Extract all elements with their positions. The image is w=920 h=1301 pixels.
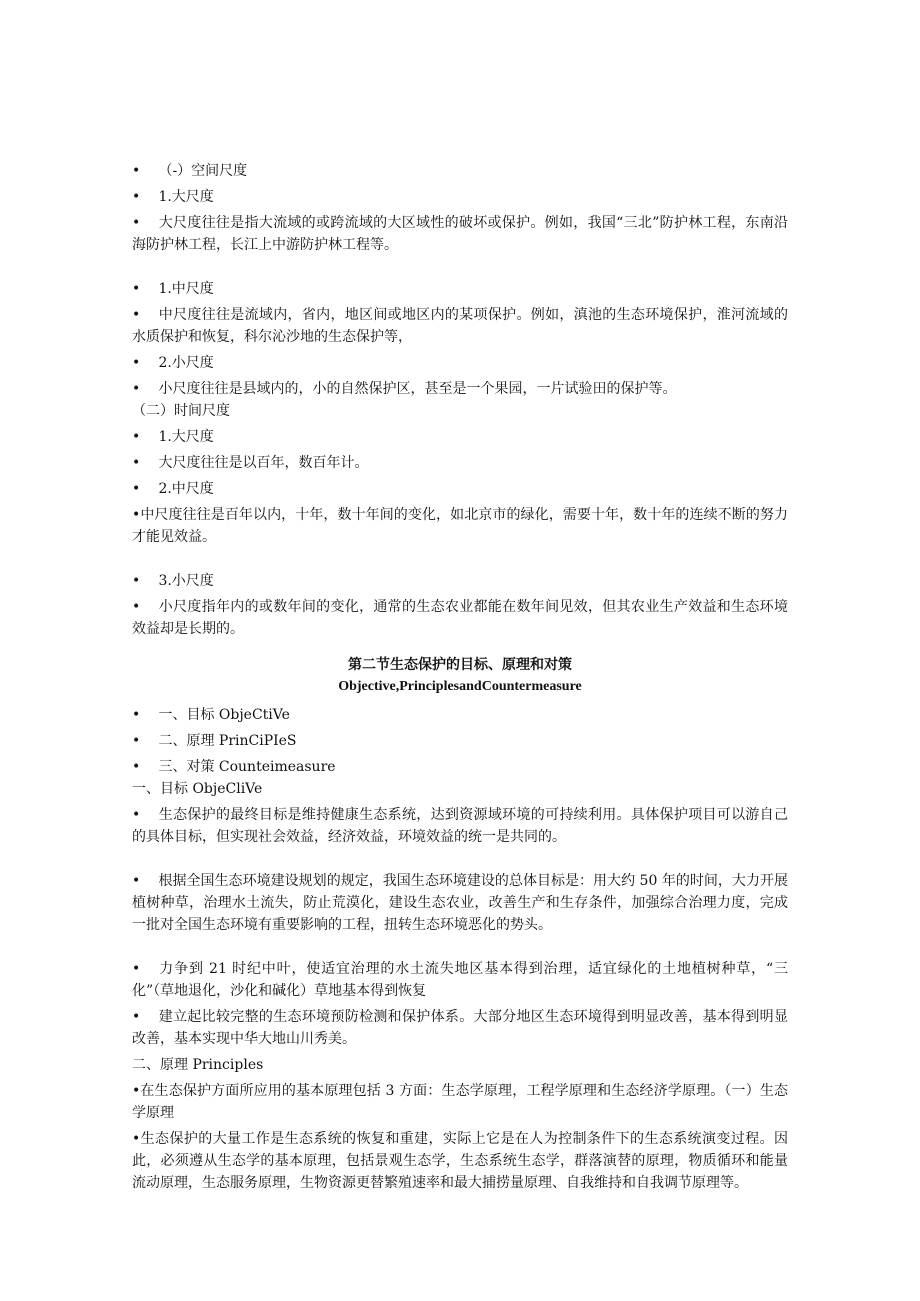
paragraph-time-medium: •中尺度往往是百年以内，十年，数十年间的变化，如北京市的绿化，需要十年，数十年的连续不断的努力才能见效益。 [132,507,788,545]
paragraph-monitoring-system: • 建立起比较完整的生态环境预防检测和保护体系。大部分地区生态环境得到明显改善，基本得到明显改善，基本实现中华大地山川秀美。 [132,1006,788,1050]
bullet-mark: • [132,599,141,615]
bullet-time-medium: • 2.中尺度 [132,478,788,500]
bullet-mark: • [132,189,141,205]
bullet-objective: • 一、目标 ObjeCtiVe [132,704,788,726]
bullet-large-scale: • 1.大尺度 [132,186,788,208]
bullet-mark: • [132,481,141,497]
section-title-cn: 第二节生态保护的目标、原理和对策 [348,657,572,673]
bullet-medium-scale: • 1.中尺度 [132,278,788,300]
paragraph-time-small: • 小尺度指年内的或数年间的变化，通常的生态农业都能在数年间见效，但其农业生产效益和生态环境效益却是长期的。 [132,596,788,640]
document-body [132,160,788,1194]
bullet-time-large: • 1.大尺度 [132,426,788,448]
paragraph-small-scale: • 小尺度往往是县域内的，小的自然保护区，甚至是一个果园，一片试验田的保护等。 [132,378,788,400]
heading-principles: 二、原理 Principles [132,1057,264,1073]
bullet-mark: • [132,507,141,523]
bullet-time-small: • 3.小尺度 [132,570,788,592]
bullet-mark: • [132,807,141,823]
heading-objective: 一、目标 ObjeCliVe [132,781,263,797]
bullet-spatial-scale: • （-）空间尺度 [132,160,788,182]
bullet-mark: • [132,573,141,589]
bullet-principles: • 二、原理 PrinCiPIeS [132,730,788,752]
bullet-mark: • [132,455,141,471]
bullet-countermeasure: • 三、对策 Counteimeasure [132,756,788,778]
paragraph-mid-century: • 力争到 21 时纪中叶，使适宜治理的水土流失地区基本得到治理，适宜绿化的土地植树种草，“三化”（草地退化，沙化和碱化）草地基本得到恢复 [132,958,788,1002]
bullet-mark: • [132,355,141,371]
bullet-mark: • [132,163,141,179]
paragraph-basic-principles: •在生态保护方面所应用的基本原理包括 3 方面：生态学原理，工程学原理和生态经济学原理。（一）生态学原理 [132,1083,788,1121]
bullet-mark: • [132,873,141,889]
bullet-mark: • [132,1083,141,1099]
bullet-mark: • [132,961,141,977]
paragraph-ultimate-goal: • 生态保护的最终目标是维持健康生态系统，达到资源域环境的可持续利用。具体保护项目可以游自己的具体目标，但实现社会效益，经济效益，环境效益的统一是共同的。 [132,804,788,848]
heading-time-scale: （二）时间尺度 [132,403,230,419]
bullet-small-scale: • 2.小尺度 [132,352,788,374]
paragraph-national-plan: • 根据全国生态环境建设规划的规定，我国生态环境建设的总体目标是：用大约 50 年的时间，大力开展植树种草，治理水土流失，防止荒漠化，建设生态农业，改善生产和生存条件，加强综合治理力度，完成一批对全国生态环境有重要影响的工程，扭转生态环境恶化的势头。 [132,870,788,936]
bullet-mark: • [132,215,141,231]
paragraph-medium-scale: • 中尺度往往是流域内，省内，地区间或地区内的某项保护。例如，滇池的生态环境保护，淮河流域的水质保护和恢复，科尔沁沙地的生态保护等， [132,304,788,348]
bullet-mark: • [132,733,141,749]
bullet-mark: • [132,307,141,323]
paragraph-time-large: • 大尺度往往是以百年，数百年计。 [132,452,788,474]
bullet-mark: • [132,707,141,723]
paragraph-large-scale: • 大尺度往往是指大流域的或跨流域的大区域性的破坏或保护。例如，我国“三北”防护林工程，东南沿海防护林工程，长江上中游防护林工程等。 [132,212,788,256]
paragraph-restoration: •生态保护的大量工作是生态系统的恢复和重建，实际上它是在人为控制条件下的生态系统演变过程。因此，必须遵从生态学的基本原理，包括景观生态学，生态系统生态学，群落演替的原理，物质循环和能量流动原理，生态服务原理，生物资源更替繁殖速率和最大捕捞量原理、自我维持和自我调节原理等。 [132,1131,788,1191]
bullet-mark: • [132,429,141,445]
section-title-en: Objective,PrinciplesandCountermeasure [338,679,582,694]
bullet-mark: • [132,759,141,775]
bullet-mark: • [132,1009,141,1025]
bullet-mark: • [132,381,141,397]
bullet-mark: • [132,281,141,297]
bullet-mark: • [132,1131,141,1147]
